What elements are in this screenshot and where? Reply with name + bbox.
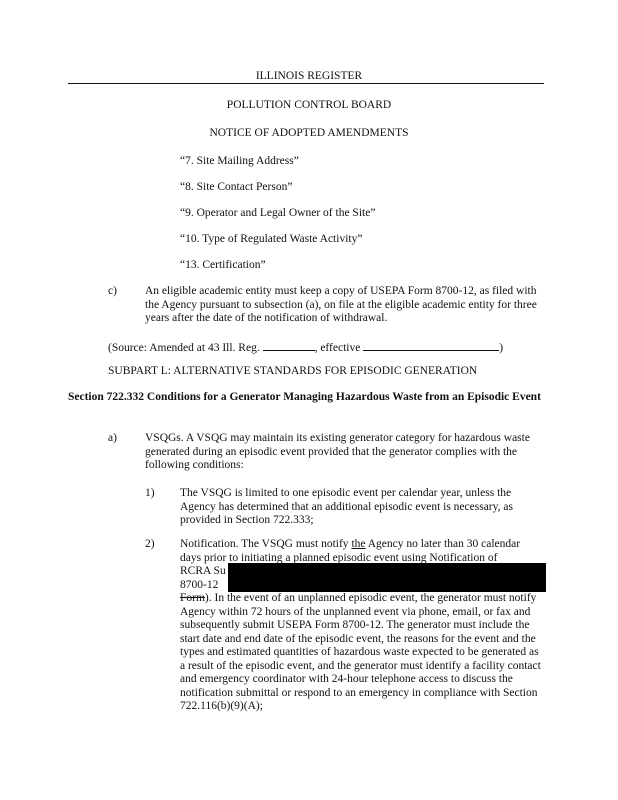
item-2-lead: Notification. The VSQG must notify — [180, 538, 352, 550]
source-suffix: ) — [499, 342, 504, 354]
subpart-title: SUBPART L: ALTERNATIVE STANDARDS FOR EPISODIC GENERATION — [108, 365, 478, 377]
para-c-label: c) — [108, 285, 117, 297]
item-1-label: 1) — [145, 487, 155, 499]
item-2-line-1 — [180, 538, 520, 550]
item-1-text: The VSQG is limited to one episodic event per calendar year, unless the Agency has determined that an additional episodic event is necessary, as provided in Section 722.333; — [180, 487, 513, 526]
notice-title: NOTICE OF ADOPTED AMENDMENTS — [209, 127, 409, 139]
item-2-inserted-word: the — [351, 538, 366, 550]
para-c-text: An eligible academic entity must keep a copy of USEPA Form 8700-12, as filed with the Agency pursuant to subsection (a), on file at the eligible academic entity for three years after the date of the notification of withdrawal. — [145, 285, 537, 324]
section-heading: Section 722.332 Conditions for a Generator Managing Hazardous Waste from an Episodic Event — [68, 391, 541, 403]
blank-effective-date — [363, 340, 499, 351]
item-2-line-2: days prior to initiating a planned episodic event using Notification of — [180, 551, 498, 564]
redaction-bar — [228, 563, 546, 592]
quoted-item: “10. Type of Regulated Waste Activity” — [180, 233, 363, 245]
source-prefix: (Source: Amended at 43 Ill. Reg. — [108, 342, 263, 354]
header-rule — [68, 83, 544, 84]
item-2-line-3: RCRA Su — [180, 565, 226, 577]
board-name: POLLUTION CONTROL BOARD — [226, 99, 392, 111]
quoted-item: “8. Site Contact Person” — [180, 181, 293, 193]
blank-reg-page — [263, 340, 315, 351]
quoted-item: “7. Site Mailing Address” — [180, 155, 299, 167]
item-2-label: 2) — [145, 538, 155, 550]
item-2-body — [180, 592, 545, 714]
quoted-item: “9. Operator and Legal Owner of the Site” — [180, 207, 376, 219]
para-a-text: VSQGs. A VSQG may maintain its existing generator category for hazardous waste generated during an episodic event provided that the generator complies with the following conditions: — [145, 432, 530, 471]
item-2-line-4: 8700-12 — [180, 578, 219, 591]
para-a-label: a) — [108, 432, 117, 444]
register-header: ILLINOIS REGISTER — [255, 70, 363, 82]
item-2-body-text: ). In the event of an unplanned episodic event, the generator must notify Agency within 72 hours of the unplanned event via phone, email, or fax and subsequently submit USEPA Form 8700-12. The generator must include the start date and end date of the episodic event, the reasons for the event and the types and estimated quantities of hazardous waste expected to be generated as a result of the episodic event, and the generator must identify a facility contact and emergency coordinator with 24-hour telephone access to discuss the notification submittal or respond to an emergency in compliance with Section 722.116(b)(9)(A); — [180, 592, 541, 712]
item-2-lead-end: Agency no later than 30 calendar — [365, 538, 521, 550]
quoted-item: “13. Certification” — [180, 259, 266, 271]
item-2-struck-word: Form — [180, 592, 205, 604]
source-note — [108, 340, 503, 354]
source-middle: , effective — [314, 342, 364, 354]
